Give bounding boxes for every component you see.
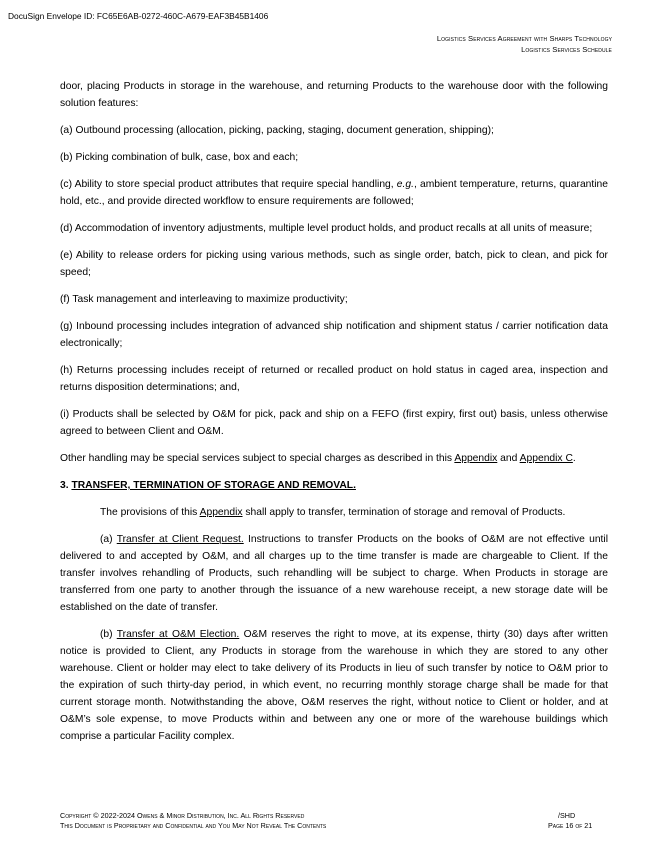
paragraph-3a-title: Transfer at Client Request.	[116, 534, 244, 545]
section-3-title: TRANSFER, TERMINATION OF STORAGE AND REMOVAL.	[71, 480, 356, 491]
paragraph-i: (i) Products shall be selected by O&M for pick, pack and ship on a FEFO (first expiry, first out) basis, unless otherwise agreed to between Client and O&M.	[60, 409, 608, 437]
paragraph-e: (e) Ability to release orders for picking using various methods, such as single order, batch, pick to clean, and pick for speed;	[60, 250, 608, 278]
provisions-appendix-link[interactable]: Appendix	[199, 507, 243, 518]
paragraph-g: (g) Inbound processing includes integration of advanced ship notification and shipment status / carrier notification data electronically;	[60, 321, 608, 349]
appendix-c-link[interactable]: Appendix C	[519, 453, 573, 464]
footer-confidential: This Document is Proprietary and Confidential and You May Not Reveal The Contents	[60, 821, 327, 830]
paragraph-c	[60, 176, 608, 210]
section-3-number: 3.	[60, 480, 72, 491]
other-post: .	[572, 453, 576, 464]
provisions-pre: The provisions of this	[100, 507, 200, 518]
paragraph-3b	[60, 626, 608, 745]
paragraph-d: (d) Accommodation of inventory adjustments, multiple level product holds, and product recalls at all units of measure;	[60, 223, 593, 234]
paragraph-3a	[60, 531, 608, 616]
paragraph-a: (a) Outbound processing (allocation, picking, packing, staging, document generation, shipping);	[60, 125, 494, 136]
footer-copyright: Copyright © 2022-2024 Owens & Minor Distribution, Inc. All Rights Reserved	[60, 811, 305, 820]
paragraph-other-handling	[60, 450, 608, 467]
header-agreement-title: Logistics Services Agreement with Sharps Technology	[436, 34, 612, 43]
paragraph-h: (h) Returns processing includes receipt of returned or recalled product on hold status in caged area, inspection and returns disposition determinations; and,	[60, 365, 608, 393]
footer-page-number: Page 16 of 21	[548, 821, 593, 830]
paragraph-3a-number: (a)	[100, 534, 117, 545]
document-body	[60, 78, 608, 755]
other-pre: Other handling may be special services subject to special charges as described in this	[60, 453, 455, 464]
other-mid: and	[497, 453, 520, 464]
paragraph-intro: door, placing Products in storage in the warehouse, and returning Products to the warehouse door with the following solution features:	[60, 81, 608, 109]
paragraph-f: (f) Task management and interleaving to maximize productivity;	[60, 294, 348, 305]
envelope-id: DocuSign Envelope ID: FC65E6AB-0272-460C-A679-EAF3B45B1406	[8, 11, 269, 21]
paragraph-3a-text: Instructions to transfer Products on the books of O&M are not effective until delivered to and accepted by O&M, and all charges up to the time transfer is made are chargeable to Client. If the transfer involves rehandling of Products, such rehandling will be subject to charge. When Products in storage are transferred from one party to another through the issuance of a new warehouse receipt, a new storage date will be established on the date of transfer.	[60, 534, 608, 613]
paragraph-3b-text: O&M reserves the right to move, at its expense, thirty (30) days after written notice is provided to Client, any Products in storage from the warehouse in which they are stored to any other warehouse. Client or holder may elect to take delivery of its Products in lieu of such transfer by notice to O&M prior to the expiration of such thirty-day period, in which event, no recurring monthly storage charge shall be made for that current storage month. Notwithstanding the above, O&M reserves the right, without notice to Client or holder, and at O&M’s sole expense, to move Products within and between any one or more of the warehouse buildings which comprise a particular Facility complex.	[60, 629, 608, 742]
appendix-link[interactable]: Appendix	[454, 453, 498, 464]
paragraph-3b-title: Transfer at O&M Election.	[116, 629, 240, 640]
header-schedule-title: Logistics Services Schedule	[521, 45, 612, 54]
paragraph-c-pre: (c) Ability to store special product attributes that require special handling,	[60, 179, 397, 190]
paragraph-3b-number: (b)	[100, 629, 117, 640]
provisions-post: shall apply to transfer, termination of storage and removal of Products.	[242, 507, 566, 518]
paragraph-c-post: , ambient temperature, returns, quarantine hold, etc., and provide directed workflow to ensure requirements are followed;	[60, 179, 608, 207]
paragraph-c-eg: e.g.	[396, 179, 414, 190]
section-3-heading	[60, 477, 608, 494]
paragraph-b: (b) Picking combination of bulk, case, box and each;	[60, 152, 299, 163]
footer-initials: /SHD	[558, 811, 576, 820]
paragraph-provisions	[60, 504, 608, 521]
